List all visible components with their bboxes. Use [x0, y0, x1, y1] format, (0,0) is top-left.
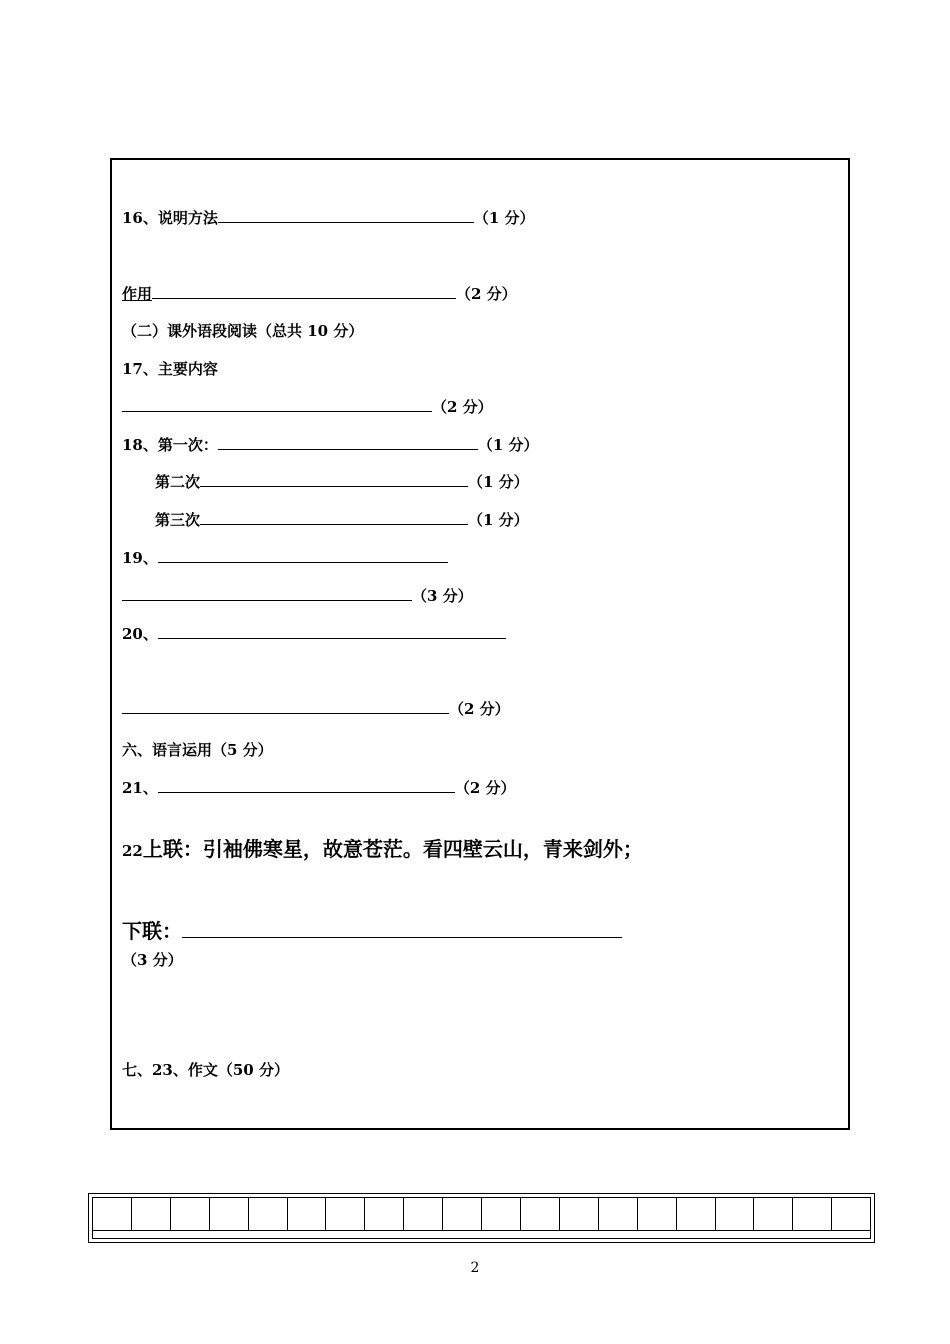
- grid-cell[interactable]: [171, 1198, 210, 1230]
- grid-row: [93, 1198, 870, 1231]
- grid-inner-border: [92, 1197, 871, 1239]
- q20-row: [122, 624, 506, 644]
- q16-method-blank[interactable]: [218, 208, 474, 223]
- q22-lower-label: 下联：: [122, 919, 182, 943]
- grid-cell[interactable]: [832, 1198, 870, 1230]
- grid-cell[interactable]: [638, 1198, 677, 1230]
- q18-second-row: [155, 472, 529, 492]
- q20-score: （2 分）: [449, 700, 510, 718]
- section6-heading: 六、语言运用（5 分）: [122, 741, 273, 759]
- q19-row: [122, 548, 448, 568]
- grid-cell[interactable]: [482, 1198, 521, 1230]
- q16-method-row: [122, 208, 535, 228]
- q18-third-blank[interactable]: [200, 510, 468, 525]
- grid-cell[interactable]: [249, 1198, 288, 1230]
- grid-cell[interactable]: [521, 1198, 560, 1230]
- section2-heading: （二）课外语段阅读（总共 10 分）: [122, 322, 364, 340]
- q20-label: 20、: [122, 625, 158, 643]
- grid-cell[interactable]: [793, 1198, 832, 1230]
- q18-second-blank[interactable]: [200, 472, 468, 487]
- q22-upper-row: [122, 836, 643, 864]
- grid-cell[interactable]: [677, 1198, 716, 1230]
- q22-upper-couplet: 上联：引袖佛寒星，故意苍茫。看四壁云山，青来剑外；: [142, 837, 643, 861]
- q19-label: 19、: [122, 549, 158, 567]
- q22-lower-blank[interactable]: [182, 919, 622, 938]
- page-number: 2: [470, 1260, 480, 1276]
- q16-effect-blank[interactable]: [152, 284, 456, 299]
- q16-method-score: （1 分）: [473, 209, 535, 227]
- q20-blank-1[interactable]: [158, 624, 506, 639]
- q21-blank[interactable]: [158, 778, 455, 793]
- q18-second-score: （1 分）: [468, 473, 529, 491]
- q18-second-label: 第二次: [155, 473, 201, 491]
- q21-label: 21、: [122, 779, 158, 797]
- answer-frame: [110, 158, 850, 1130]
- q16-method-label: 16、说明方法: [122, 209, 218, 227]
- q21-row: [122, 778, 516, 798]
- q16-effect-score: （2 分）: [456, 285, 517, 303]
- q17-score: （2 分）: [432, 398, 493, 416]
- q22-number: 22: [122, 842, 143, 860]
- q18-third-score: （1 分）: [468, 511, 529, 529]
- grid-cell[interactable]: [365, 1198, 404, 1230]
- grid-cell[interactable]: [93, 1198, 132, 1230]
- grid-cell[interactable]: [560, 1198, 599, 1230]
- grid-cell[interactable]: [210, 1198, 249, 1230]
- q18-first-row: [122, 435, 539, 455]
- q22-score: （3 分）: [122, 951, 183, 969]
- q18-first-blank[interactable]: [218, 435, 478, 450]
- grid-cell[interactable]: [404, 1198, 443, 1230]
- grid-cell[interactable]: [754, 1198, 793, 1230]
- q20-blank-2[interactable]: [122, 699, 449, 714]
- composition-grid: [88, 1193, 875, 1243]
- grid-cell[interactable]: [716, 1198, 755, 1230]
- q20-answer-row: [122, 699, 510, 719]
- q19-score: （3 分）: [412, 587, 473, 605]
- grid-cell[interactable]: [288, 1198, 327, 1230]
- q19-answer-row: [122, 586, 473, 606]
- grid-cell[interactable]: [326, 1198, 365, 1230]
- q21-score: （2 分）: [454, 779, 516, 797]
- q16-effect-label: 作用: [122, 285, 153, 303]
- q18-first-label: 18、第一次：: [122, 436, 218, 454]
- q18-first-score: （1 分）: [477, 436, 539, 454]
- grid-cell[interactable]: [443, 1198, 482, 1230]
- grid-cell[interactable]: [599, 1198, 638, 1230]
- q18-third-row: [155, 510, 529, 530]
- q19-blank-2[interactable]: [122, 586, 412, 601]
- grid-cell[interactable]: [132, 1198, 171, 1230]
- section7-heading: 七、23、作文（50 分）: [122, 1061, 289, 1079]
- q22-lower-row: [122, 918, 622, 944]
- q19-blank-1[interactable]: [158, 548, 448, 563]
- q18-third-label: 第三次: [155, 511, 201, 529]
- q17-blank[interactable]: [122, 397, 432, 412]
- q16-effect-row: [122, 284, 517, 304]
- q17-answer-row: [122, 397, 493, 417]
- q17-label: 17、主要内容: [122, 360, 218, 378]
